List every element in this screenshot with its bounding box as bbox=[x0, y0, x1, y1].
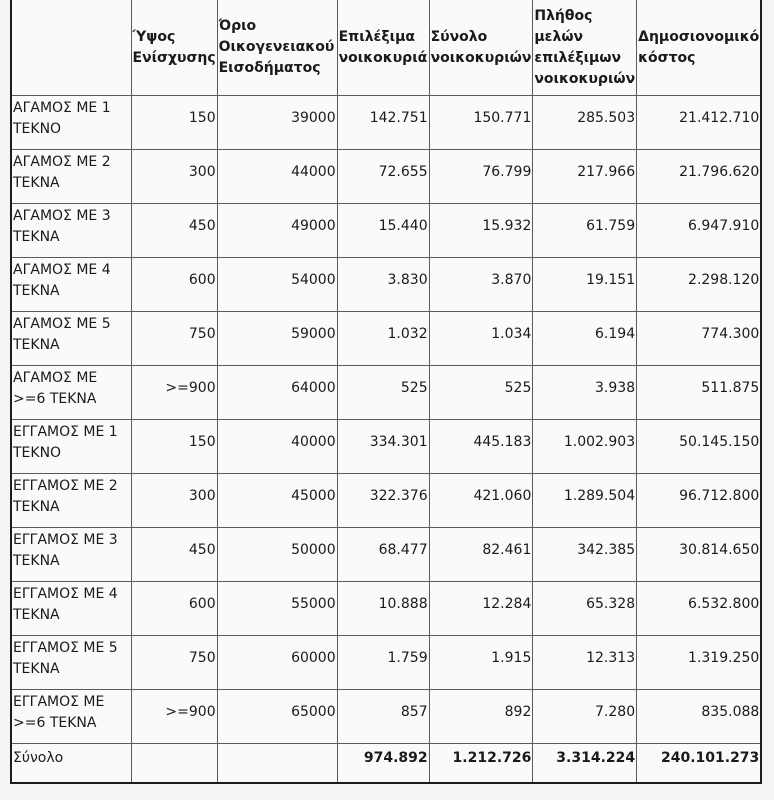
cell-eligible-members: 1.002.903 bbox=[533, 420, 637, 474]
cell-income-limit: 60000 bbox=[217, 636, 337, 690]
cell-eligible-households: 1.759 bbox=[337, 636, 429, 690]
table-row bbox=[11, 366, 761, 420]
table-row bbox=[11, 96, 761, 150]
cell-income-limit: 49000 bbox=[217, 204, 337, 258]
total-benefit-amount bbox=[131, 744, 217, 784]
cell-total-households: 15.932 bbox=[429, 204, 533, 258]
table-row bbox=[11, 528, 761, 582]
cell-income-limit: 45000 bbox=[217, 474, 337, 528]
table-row bbox=[11, 420, 761, 474]
cell-category: ΕΓΓΑΜΟΣ ΜΕ 4 ΤΕΚΝΑ bbox=[11, 582, 131, 636]
cell-category: ΑΓΑΜΟΣ ΜΕ 2 ΤΕΚΝΑ bbox=[11, 150, 131, 204]
table-row bbox=[11, 312, 761, 366]
table-row bbox=[11, 690, 761, 744]
cell-category: ΑΓΑΜΟΣ ΜΕ >=6 ΤΕΚΝΑ bbox=[11, 366, 131, 420]
cell-eligible-households: 1.032 bbox=[337, 312, 429, 366]
cell-eligible-households: 334.301 bbox=[337, 420, 429, 474]
cell-total-households: 421.060 bbox=[429, 474, 533, 528]
cell-eligible-households: 525 bbox=[337, 366, 429, 420]
cell-income-limit: 40000 bbox=[217, 420, 337, 474]
cell-fiscal-cost: 1.319.250 bbox=[637, 636, 762, 690]
total-households: 1.212.726 bbox=[429, 744, 533, 784]
cell-income-limit: 54000 bbox=[217, 258, 337, 312]
cell-total-households: 76.799 bbox=[429, 150, 533, 204]
cell-eligible-members: 65.328 bbox=[533, 582, 637, 636]
cell-eligible-households: 142.751 bbox=[337, 96, 429, 150]
cell-fiscal-cost: 511.875 bbox=[637, 366, 762, 420]
cell-total-households: 1.034 bbox=[429, 312, 533, 366]
cell-income-limit: 59000 bbox=[217, 312, 337, 366]
cell-benefit-amount: 600 bbox=[131, 582, 217, 636]
cell-eligible-members: 7.280 bbox=[533, 690, 637, 744]
cell-category: ΑΓΑΜΟΣ ΜΕ 3 ΤΕΚΝΑ bbox=[11, 204, 131, 258]
cell-benefit-amount: 750 bbox=[131, 312, 217, 366]
cell-income-limit: 55000 bbox=[217, 582, 337, 636]
cell-fiscal-cost: 21.796.620 bbox=[637, 150, 762, 204]
total-income-limit bbox=[217, 744, 337, 784]
cell-benefit-amount: >=900 bbox=[131, 366, 217, 420]
cell-benefit-amount: >=900 bbox=[131, 690, 217, 744]
cell-fiscal-cost: 6.947.910 bbox=[637, 204, 762, 258]
cell-category: ΕΓΓΑΜΟΣ ΜΕ 5 ΤΕΚΝΑ bbox=[11, 636, 131, 690]
cell-benefit-amount: 600 bbox=[131, 258, 217, 312]
cell-eligible-members: 61.759 bbox=[533, 204, 637, 258]
header-row bbox=[11, 0, 761, 96]
cell-eligible-households: 322.376 bbox=[337, 474, 429, 528]
cell-fiscal-cost: 96.712.800 bbox=[637, 474, 762, 528]
cell-benefit-amount: 450 bbox=[131, 204, 217, 258]
cell-benefit-amount: 150 bbox=[131, 96, 217, 150]
cell-eligible-members: 285.503 bbox=[533, 96, 637, 150]
cell-fiscal-cost: 30.814.650 bbox=[637, 528, 762, 582]
total-label: Σύνολο bbox=[11, 744, 131, 784]
table-row bbox=[11, 258, 761, 312]
cell-category: ΕΓΓΑΜΟΣ ΜΕ 2 ΤΕΚΝΑ bbox=[11, 474, 131, 528]
header-benefit-amount: Ύψος Ενίσχυσης bbox=[131, 0, 217, 96]
cell-fiscal-cost: 6.532.800 bbox=[637, 582, 762, 636]
cell-total-households: 12.284 bbox=[429, 582, 533, 636]
cell-eligible-households: 72.655 bbox=[337, 150, 429, 204]
table-row bbox=[11, 582, 761, 636]
cell-eligible-members: 217.966 bbox=[533, 150, 637, 204]
header-fiscal-cost: Δημοσιονομικό κόστος bbox=[637, 0, 762, 96]
cell-benefit-amount: 150 bbox=[131, 420, 217, 474]
cell-total-households: 1.915 bbox=[429, 636, 533, 690]
cell-category: ΑΓΑΜΟΣ ΜΕ 4 ΤΕΚΝΑ bbox=[11, 258, 131, 312]
cell-total-households: 525 bbox=[429, 366, 533, 420]
cell-income-limit: 64000 bbox=[217, 366, 337, 420]
cell-eligible-households: 3.830 bbox=[337, 258, 429, 312]
cell-total-households: 82.461 bbox=[429, 528, 533, 582]
cell-fiscal-cost: 835.088 bbox=[637, 690, 762, 744]
cell-category: ΑΓΑΜΟΣ ΜΕ 5 ΤΕΚΝΑ bbox=[11, 312, 131, 366]
cell-total-households: 892 bbox=[429, 690, 533, 744]
cell-benefit-amount: 300 bbox=[131, 474, 217, 528]
table-row bbox=[11, 150, 761, 204]
cell-eligible-households: 68.477 bbox=[337, 528, 429, 582]
header-eligible-households: Επιλέξιμα νοικοκυριά bbox=[337, 0, 429, 96]
cell-fiscal-cost: 774.300 bbox=[637, 312, 762, 366]
cell-total-households: 3.870 bbox=[429, 258, 533, 312]
cell-eligible-members: 6.194 bbox=[533, 312, 637, 366]
cell-eligible-households: 857 bbox=[337, 690, 429, 744]
cell-category: ΑΓΑΜΟΣ ΜΕ 1 ΤΕΚΝΟ bbox=[11, 96, 131, 150]
cell-fiscal-cost: 2.298.120 bbox=[637, 258, 762, 312]
cell-income-limit: 65000 bbox=[217, 690, 337, 744]
cell-eligible-households: 10.888 bbox=[337, 582, 429, 636]
cell-eligible-members: 342.385 bbox=[533, 528, 637, 582]
cell-total-households: 150.771 bbox=[429, 96, 533, 150]
header-eligible-members: Πλήθος μελών επιλέξιμων νοικοκυριών bbox=[533, 0, 637, 96]
cell-income-limit: 44000 bbox=[217, 150, 337, 204]
cell-income-limit: 39000 bbox=[217, 96, 337, 150]
cell-benefit-amount: 750 bbox=[131, 636, 217, 690]
cell-category: ΕΓΓΑΜΟΣ ΜΕ 1 ΤΕΚΝΟ bbox=[11, 420, 131, 474]
cell-benefit-amount: 300 bbox=[131, 150, 217, 204]
header-category bbox=[11, 0, 131, 96]
cell-eligible-households: 15.440 bbox=[337, 204, 429, 258]
cell-eligible-members: 1.289.504 bbox=[533, 474, 637, 528]
cell-fiscal-cost: 21.412.710 bbox=[637, 96, 762, 150]
benefit-cost-table bbox=[10, 0, 762, 784]
table-row bbox=[11, 204, 761, 258]
cell-total-households: 445.183 bbox=[429, 420, 533, 474]
header-income-limit: Όριο Οικογενειακού Εισοδήματος bbox=[217, 0, 337, 96]
table-row bbox=[11, 474, 761, 528]
table-row bbox=[11, 636, 761, 690]
cell-eligible-members: 3.938 bbox=[533, 366, 637, 420]
cell-income-limit: 50000 bbox=[217, 528, 337, 582]
total-eligible-households: 974.892 bbox=[337, 744, 429, 784]
table-container bbox=[10, 0, 762, 784]
total-eligible-members: 3.314.224 bbox=[533, 744, 637, 784]
cell-eligible-members: 19.151 bbox=[533, 258, 637, 312]
cell-category: ΕΓΓΑΜΟΣ ΜΕ 3 ΤΕΚΝΑ bbox=[11, 528, 131, 582]
cell-category: ΕΓΓΑΜΟΣ ΜΕ >=6 ΤΕΚΝΑ bbox=[11, 690, 131, 744]
total-fiscal-cost: 240.101.273 bbox=[637, 744, 762, 784]
cell-fiscal-cost: 50.145.150 bbox=[637, 420, 762, 474]
total-row bbox=[11, 744, 761, 784]
cell-benefit-amount: 450 bbox=[131, 528, 217, 582]
header-total-households: Σύνολο νοικοκυριών bbox=[429, 0, 533, 96]
cell-eligible-members: 12.313 bbox=[533, 636, 637, 690]
